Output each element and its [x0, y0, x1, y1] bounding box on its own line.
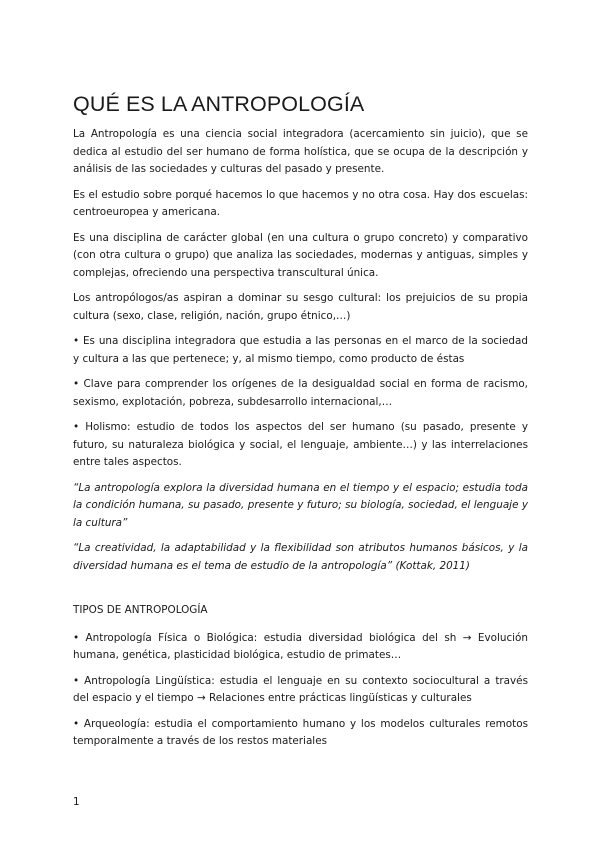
bullet-integrative: • Es una disciplina integradora que estudia a las personas en el marco de la sociedad y cultura a las que pertenece; y, al mismo tiempo, como producto de éstas — [73, 335, 528, 365]
paragraph-schools: Es el estudio sobre porqué hacemos lo que hacemos y no otra cosa. Hay dos escuelas: centroeuropea y americana. — [73, 188, 528, 218]
paragraph-global-comparative: Es una disciplina de carácter global (en una cultura o grupo concreto) y comparativo (con otra cultura o grupo) que analiza las sociedades, modernas y antiguas, simples y complejas, ofreciendo una perspectiva transcultural única. — [73, 231, 528, 279]
type-item-archaeology: • Arqueología: estudia el comportamiento humano y los modelos culturales remotos temporalmente a través de los restos materiales — [73, 717, 528, 747]
type-item-linguistic: • Antropología Lingüística: estudia el lenguaje en su contexto sociocultural a través del espacio y el tiempo → Relaciones entre prácticas lingüísticas y culturales — [73, 674, 528, 704]
section-title-types: TIPOS DE ANTROPOLOGÍA — [73, 604, 208, 616]
bullet-inequality: • Clave para comprender los orígenes de la desigualdad social en forma de racismo, sexismo, explotación, pobreza, subdesarrollo internacional,… — [73, 378, 528, 408]
paragraph-cultural-bias: Los antropólogos/as aspiran a dominar su sesgo cultural: los prejuicios de su propia cultura (sexo, clase, religión, nación, grupo étnico,…) — [73, 292, 528, 322]
page-title: QUÉ ES LA ANTROPOLOGÍA — [73, 92, 365, 116]
document-body — [73, 126, 528, 759]
quote-diversity: “La antropología explora la diversidad humana en el tiempo y el espacio; estudia toda la condición humana, su pasado, presente y futuro; su biología, sociedad, el lenguaje y la cultura” — [73, 481, 528, 529]
paragraph-definition: La Antropología es una ciencia social integradora (acercamiento sin juicio), que se dedica al estudio del ser humano de forma holística, que se ocupa de la descripción y análisis de las sociedades y culturas del pasado y presente. — [73, 128, 528, 175]
type-item-physical: • Antropología Física o Biológica: estudia diversidad biológica del sh → Evolución humana, genética, plasticidad biológica, estudio de primates… — [73, 631, 528, 661]
page-number: 1 — [73, 796, 80, 808]
quote-kottak: “La creatividad, la adaptabilidad y la flexibilidad son atributos humanos básicos, y la diversidad humana es el tema de estudio de la antropología” (Kottak, 2011) — [73, 542, 528, 572]
bullet-holism: • Holismo: estudio de todos los aspectos del ser humano (su pasado, presente y futuro, su naturaleza biológica y social, el lenguaje, ambiente…) y las interrelaciones entre tales aspectos. — [73, 421, 528, 468]
